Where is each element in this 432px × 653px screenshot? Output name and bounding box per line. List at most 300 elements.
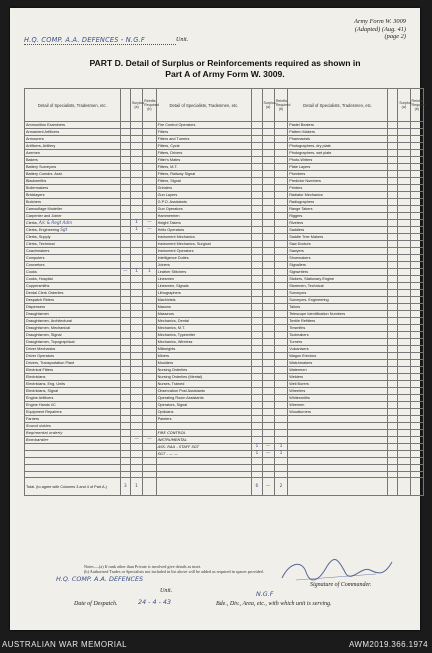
surplus-col2 [262,213,274,220]
rank-col3 [387,157,397,164]
surplus-col2 [262,241,274,248]
surplus-col1 [130,339,142,346]
table-row [25,220,424,227]
surplus-col3 [398,136,410,143]
reinf-col2 [274,206,287,213]
rank-col3 [387,402,397,409]
surplus-col2 [262,304,274,311]
surplus-col2 [262,402,274,409]
specialist-name-col1 [25,220,121,227]
rank-col2 [252,332,262,339]
surplus-col2 [262,381,274,388]
specialist-name-col3 [288,423,388,430]
surplus-col3 [398,241,410,248]
surplus-col2 [262,458,274,465]
surplus-col2 [262,269,274,276]
reinf-col1 [143,332,156,339]
specialist-name-col1: Armourers [25,136,121,143]
specialist-name-col1: Electricians [25,374,121,381]
rank-col1 [120,129,130,136]
reinf-col2 [274,122,287,129]
reinf-col1 [143,213,156,220]
surplus-col1: — [130,437,142,444]
rank-col2 [252,227,262,234]
table-row [25,388,424,395]
total-surplus-col1: 1 [130,478,142,496]
surplus-col2 [262,248,274,255]
rank-col2 [252,346,262,353]
surplus-col1 [130,395,142,402]
table-row [25,171,424,178]
rank-col3 [387,213,397,220]
reinf-col1 [143,471,156,478]
rank-col1 [120,290,130,297]
surplus-col1 [130,423,142,430]
table-row [25,157,424,164]
rank-col2 [252,213,262,220]
form-number: Army Form W. 3009 [354,18,406,25]
specialist-name-col2: Gun Layers [156,192,252,199]
col-header-surplus-3: Surplus (a) [398,89,410,122]
reinf-col2 [274,178,287,185]
handwritten-row [25,430,424,437]
surplus-col3 [398,206,410,213]
rank-col1 [120,199,130,206]
rank-col1 [120,430,130,437]
reinf-col1 [143,381,156,388]
specialist-name-col3: Riveters [288,220,388,227]
specialist-name-col1: Drivers, Transportation Plant [25,360,121,367]
specialist-name-col2: Intelligence Duties [156,255,252,262]
surplus-col2 [262,199,274,206]
reinf-col3 [410,353,423,360]
rank-col3 [387,332,397,339]
reinf-col1 [143,248,156,255]
reinf-col1 [143,423,156,430]
rank-col1 [120,325,130,332]
surplus-col2 [262,318,274,325]
reinf-col1 [143,388,156,395]
specialist-name-col3: Tinsmiths [288,325,388,332]
table-row [25,318,424,325]
table-row [25,227,424,234]
reinf-col2 [274,325,287,332]
specialist-name-col2: Mechanics, M.T. [156,325,252,332]
table-row [25,409,424,416]
surplus-col3 [398,234,410,241]
surplus-col3 [398,409,410,416]
reinf-col3 [410,220,423,227]
surplus-col3 [398,325,410,332]
surplus-col1 [130,234,142,241]
surplus-col1 [130,464,142,471]
rank-col1 [120,178,130,185]
rank-col3 [387,471,397,478]
reinf-col2 [274,402,287,409]
surplus-col1 [130,192,142,199]
specialist-name-col3: Plumbers [288,171,388,178]
surplus-col3 [398,395,410,402]
rank-col1 [120,464,130,471]
specialist-name-col2: Leather Stitchers [156,269,252,276]
handwritten-row [25,458,424,465]
surplus-col1 [130,409,142,416]
rank-col3 [387,269,397,276]
surplus-col2 [262,276,274,283]
reinf-col3 [410,255,423,262]
handwritten-specialist-col2 [156,423,252,430]
handwritten-specialist-col2 [156,464,252,471]
specialist-name-col3: Wheelers [288,388,388,395]
reinf-col3 [410,283,423,290]
surplus-col3 [398,381,410,388]
reinf-col2 [274,213,287,220]
specialist-name-col2: Joiners [156,262,252,269]
reinf-col1 [143,283,156,290]
surplus-col2 [262,360,274,367]
table-row [25,297,424,304]
specialist-name-col3: Textile Refitters [288,318,388,325]
reinf-col3 [410,150,423,157]
rank-col2 [252,290,262,297]
surplus-col2: — [262,451,274,458]
surplus-col2 [262,423,274,430]
reinf-col2 [274,136,287,143]
rank-col3 [387,129,397,136]
surplus-col1 [130,290,142,297]
surplus-col2 [262,437,274,444]
specialist-name-col1: Equipment Repairers [25,409,121,416]
surplus-col3 [398,192,410,199]
rank-col2 [252,171,262,178]
specialist-name-col1: Carpenter and Joiner [25,213,121,220]
specialist-name-col3: Wagon Erectors [288,353,388,360]
specialist-name-col3 [288,464,388,471]
rank-col1 [120,171,130,178]
surplus-col2 [262,332,274,339]
rank-col1 [120,388,130,395]
reinf-col3 [410,311,423,318]
specialist-name-col1: Driver Mechanics [25,346,121,353]
reinf-col2 [274,129,287,136]
surplus-col3 [398,171,410,178]
handwritten-detail: Sgt [60,227,68,232]
specialist-label: Clerks, Engineering [26,228,60,232]
total-rank-col1: 3 [120,478,130,496]
surplus-col3 [398,346,410,353]
rank-col2 [252,304,262,311]
surplus-col2 [262,367,274,374]
specialist-name-col3 [288,451,388,458]
surplus-col2 [262,416,274,423]
rank-col3 [387,227,397,234]
rank-col3 [387,360,397,367]
specialist-name-col2: Gun Operators [156,206,252,213]
reinf-col3 [410,192,423,199]
reinf-col2 [274,311,287,318]
rank-col1 [120,381,130,388]
surplus-col2 [262,178,274,185]
reinf-col3 [410,234,423,241]
rank-col3 [387,367,397,374]
reinf-col2 [274,367,287,374]
reinf-col1 [143,353,156,360]
specialist-name-col1 [25,227,121,234]
table-row [25,178,424,185]
specialist-name-col1: Driver Operators [25,353,121,360]
reinf-col2 [274,388,287,395]
rank-col3 [387,290,397,297]
specialist-name-col1: Bakers [25,157,121,164]
reinf-col1 [143,464,156,471]
specialist-name-col3: Pastel Beaters [288,122,388,129]
reinf-col3 [410,367,423,374]
reinf-col2 [274,339,287,346]
handwritten-row [25,423,424,430]
specialist-name-col1: Butchers [25,199,121,206]
reinf-col1 [143,143,156,150]
surplus-col1 [130,262,142,269]
surplus-col2 [262,122,274,129]
surplus-col1 [130,255,142,262]
surplus-col3 [398,262,410,269]
surplus-col3 [398,290,410,297]
specialist-name-col3: Tailors [288,304,388,311]
handwritten-specialist-col2 [156,458,252,465]
surplus-col1 [130,311,142,318]
table-row [25,360,424,367]
specialist-name-col1: Cooks [25,269,121,276]
surplus-col3 [398,276,410,283]
rank-col3 [387,185,397,192]
reinf-col3 [410,241,423,248]
specialist-name-col3: Turners [288,339,388,346]
reinf-col3 [410,206,423,213]
reinf-col1 [143,150,156,157]
reinf-col2 [274,346,287,353]
rank-col3 [387,339,397,346]
totals-spacer-col3 [288,478,388,496]
reinf-col3 [410,248,423,255]
rank-col3 [387,311,397,318]
handwritten-row [25,444,424,451]
note-a: Notes.—(a) If rank other than Private is involved give details as inset. [84,564,202,569]
specialist-name-col2: Fitters, Signal [156,178,252,185]
surplus-col3 [398,297,410,304]
specialist-name-col1: Electricians, Signal [25,388,121,395]
surplus-col3 [398,311,410,318]
surplus-col3 [398,129,410,136]
reinf-col2 [274,283,287,290]
reinf-col1 [143,129,156,136]
form-page [10,8,427,630]
surplus-col3 [398,471,410,478]
rank-col3 [387,346,397,353]
specialist-name-col2: Operating Room Assistants [156,395,252,402]
reinf-col2 [274,234,287,241]
date-of-despatch-handwritten: 24 - 4 - 43 [138,598,172,606]
commander-signature-label: Signature of Commander. [310,582,372,588]
reinf-col3 [410,143,423,150]
specialist-name-col1: Engine Artificers [25,395,121,402]
reinf-col3 [410,430,423,437]
rank-col1 [120,297,130,304]
total-rank-col2: 6 [252,478,262,496]
surplus-col3 [398,143,410,150]
reinf-col1 [143,297,156,304]
reinf-col3 [410,227,423,234]
reinf-col2 [274,269,287,276]
handwritten-specialist-col2: SGT - — — [156,451,252,458]
reinf-col2 [274,416,287,423]
rank-col2 [252,269,262,276]
rank-col3 [387,395,397,402]
surplus-col2 [262,206,274,213]
specialist-name-col3: Saw Doctors [288,241,388,248]
surplus-col2 [262,255,274,262]
surplus-col1 [130,283,142,290]
rank-col3 [387,164,397,171]
reinf-col3 [410,318,423,325]
reinf-col2 [274,164,287,171]
specialist-name-col3: Sawyers [288,248,388,255]
rank-col1 [120,451,130,458]
rank-col3 [387,444,397,451]
surplus-col3 [398,430,410,437]
reinf-col3 [410,157,423,164]
reinf-col2 [274,381,287,388]
table-row [25,255,424,262]
specialist-name-col3: Watchmakers [288,360,388,367]
surplus-col1 [130,122,142,129]
col-header-reinf-1: Reinfts. Required (b) [143,89,156,122]
specialist-name-col3: Pharmacists [288,136,388,143]
rank-col1 [120,283,130,290]
reinf-col1: 1 [143,269,156,276]
bde-div-area-label: Bde., Div., Area, etc., with which unit is serving. [216,601,332,607]
total-reinf-col3 [410,478,423,496]
specialist-name-col3: Storemen, Technical [288,283,388,290]
specialist-name-col1: Coppersmiths [25,283,121,290]
surplus-col1 [130,129,142,136]
surplus-col1 [130,360,142,367]
surplus-col3 [398,269,410,276]
surplus-col2 [262,374,274,381]
specialist-name-col1: Engine Hands I/C [25,402,121,409]
reinf-col1 [143,185,156,192]
rank-col2 [252,241,262,248]
surplus-col3 [398,332,410,339]
rank-col2 [252,423,262,430]
specialist-name-col1: Draughtsmen, Topographical [25,339,121,346]
rank-col2 [252,199,262,206]
surplus-col3 [398,360,410,367]
rank-col3 [387,276,397,283]
rank-col1 [120,304,130,311]
surplus-col1 [130,388,142,395]
specialist-name-col1: Draughtsmen, Architectural [25,318,121,325]
specialist-name-col2: Fitters [156,129,252,136]
surplus-col1 [130,164,142,171]
rank-col3 [387,451,397,458]
reinf-col1 [143,199,156,206]
specialist-name-col3 [288,437,388,444]
note-b: (b) Authorised Trades or Specialists not included in list above will be added as required in spaces provided. [84,569,264,575]
totals-row [25,478,424,496]
rank-col2 [252,388,262,395]
rank-col3 [387,304,397,311]
specialist-name-col3: Well Borers [288,381,388,388]
total-rank-col3 [387,478,397,496]
rank-col1 [120,150,130,157]
date-of-despatch-label: Date of Despatch. [74,601,118,607]
specialist-name-col1: Battery Comdrs. Asst. [25,171,121,178]
specialist-name-col3: Riggers [288,213,388,220]
table-row [25,416,424,423]
surplus-col2 [262,150,274,157]
reinf-col2 [274,304,287,311]
specialist-name-col2: Fitter's Mates [156,157,252,164]
surplus-col1 [130,185,142,192]
reinf-col1 [143,164,156,171]
specialist-name-col3: Toolmakers [288,332,388,339]
surplus-col3 [398,248,410,255]
surplus-col2 [262,220,274,227]
sig-unit-handwritten: H.Q. COMP. A.A. DEFENCES [56,575,144,583]
form-adapted: (Adapted) (Aug. 41) [354,25,406,33]
surplus-col1 [130,353,142,360]
specialist-name-col2: Mechanics, Dental [156,318,252,325]
table-row [25,262,424,269]
surplus-col2 [262,346,274,353]
reinf-col3 [410,290,423,297]
reinf-col1 [143,458,156,465]
reinf-col1 [143,409,156,416]
rank-col1 [120,339,130,346]
table-header-row [25,89,424,122]
surplus-col3 [398,367,410,374]
surplus-col1 [130,304,142,311]
rank-col3 [387,283,397,290]
rank-col1 [120,471,130,478]
rank-col1 [120,444,130,451]
surplus-col3 [398,213,410,220]
surplus-col1: 1 [130,220,142,227]
handwritten-specialist-col2: FIRE CONTROL [156,430,252,437]
rank-col2 [252,255,262,262]
surplus-col3 [398,402,410,409]
reinf-col1 [143,290,156,297]
reinf-col3 [410,129,423,136]
table-row [25,367,424,374]
surplus-col2 [262,171,274,178]
rank-col1 [120,143,130,150]
specialist-name-col2: Observation Post Assistants [156,388,252,395]
specialist-name-col1: Draughtsmen, Mechanical [25,325,121,332]
rank-col2 [252,318,262,325]
rank-col3 [387,206,397,213]
rank-col3 [387,381,397,388]
rank-col3 [387,248,397,255]
rank-col3 [387,241,397,248]
surplus-col3 [398,199,410,206]
specialist-name-col1: Farriers [25,416,121,423]
reinf-col2 [274,430,287,437]
commander-signature [276,556,396,586]
reinf-col3 [410,346,423,353]
handwritten-specialist-col2: ASS. RAA - STAFF SGT [156,444,252,451]
reinf-col2 [274,248,287,255]
